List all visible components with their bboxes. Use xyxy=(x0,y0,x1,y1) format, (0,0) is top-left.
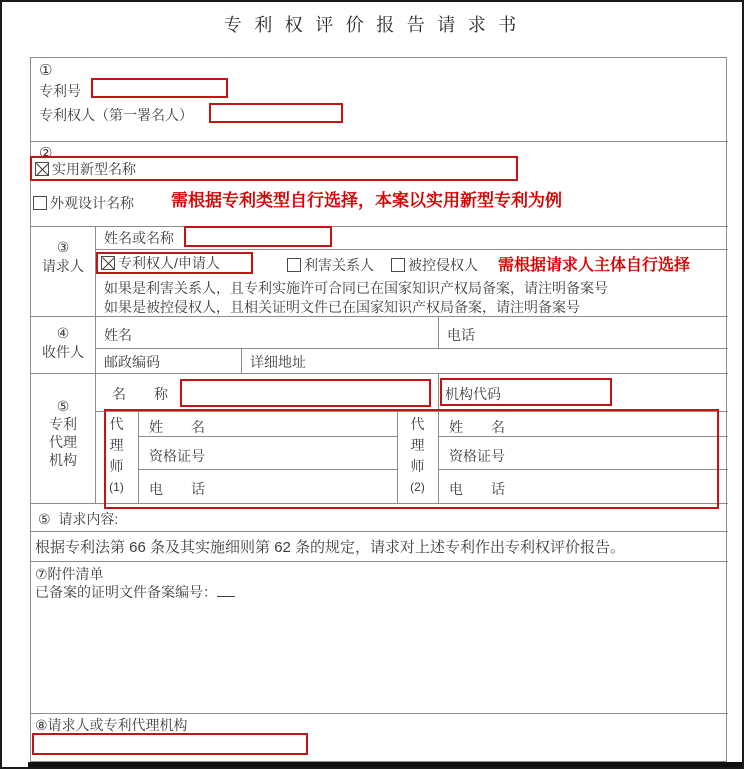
agent2-column-label xyxy=(397,414,438,498)
agency-label-line: 机构 xyxy=(49,452,77,468)
grid-line xyxy=(438,316,439,348)
agency-row-label xyxy=(31,397,95,469)
accused-infringer-option-row[interactable] xyxy=(391,255,478,275)
interested-party-note: 如果是利害关系人，且专利实施许可合同已在国家知识产权局备案，请注明备案号 xyxy=(104,280,608,296)
patentee-label: 专利权人（第一署名人） xyxy=(39,107,193,123)
agent1-cert-label: 资格证号 xyxy=(149,448,205,464)
patent-number-label: 专利号 xyxy=(39,83,81,99)
request-content-label: 请求内容: xyxy=(58,511,119,527)
request-content-body: 根据专利法第 66 条及其实施细则第 62 条的规定，请求对上述专利作出专利权评价报告。 xyxy=(35,539,626,556)
recipient-row-label xyxy=(31,324,95,362)
unchecked-checkbox-icon[interactable] xyxy=(33,196,47,210)
agency-label-line: 专利 xyxy=(49,416,77,432)
agent1-phone-label: 电 话 xyxy=(149,481,205,497)
grid-line xyxy=(31,141,728,142)
patent-type-annotation: 需根据专利类型自行选择，本案以实用新型专利为例 xyxy=(171,191,562,210)
section2-number: ② xyxy=(39,145,53,162)
agency-name-field-highlight[interactable] xyxy=(180,379,431,407)
section1-number: ① xyxy=(39,62,53,79)
checked-checkbox-icon[interactable] xyxy=(101,256,115,270)
page-title: 专 利 权 评 价 报 告 请 求 书 xyxy=(223,15,521,35)
agent2-phone-label: 电 话 xyxy=(449,481,505,497)
grid-line xyxy=(95,348,728,349)
grid-line xyxy=(31,561,728,562)
recipient-phone-label: 电话 xyxy=(447,327,475,343)
agent-label-char: 理 xyxy=(109,437,124,453)
agent-label-char: 师 xyxy=(410,458,425,474)
grid-line xyxy=(31,373,728,374)
checked-checkbox-icon[interactable] xyxy=(35,162,49,176)
patentee-field-highlight[interactable] xyxy=(209,103,343,123)
grid-line xyxy=(31,531,728,532)
accused-infringer-note: 如果是被控侵权人，且相关证明文件已在国家知识产权局备案，请注明备案号 xyxy=(104,299,580,315)
signature-field-highlight[interactable] xyxy=(32,733,308,755)
filing-number-line xyxy=(35,582,235,602)
requester-name-label: 姓名或名称 xyxy=(104,230,174,246)
agency-label-line: 代理 xyxy=(49,434,77,450)
utility-model-option-label: 实用新型名称 xyxy=(52,160,136,177)
filing-number-blank[interactable] xyxy=(217,584,235,597)
agency-code-label: 机构代码 xyxy=(445,386,501,402)
requester-label: 请求人 xyxy=(42,258,84,274)
section3-number: ③ xyxy=(56,239,70,255)
recipient-label: 收件人 xyxy=(42,344,84,360)
agent-label-char: 理 xyxy=(410,437,425,453)
recipient-postcode-label: 邮政编码 xyxy=(104,354,160,370)
grid-line xyxy=(31,713,728,714)
section5-number: ⑤ xyxy=(56,398,70,414)
interested-party-option-row[interactable] xyxy=(287,255,374,275)
unchecked-checkbox-icon[interactable] xyxy=(391,258,405,272)
interested-party-option-label: 利害关系人 xyxy=(304,257,374,273)
accused-infringer-option-label: 被控侵权人 xyxy=(408,257,478,273)
recipient-address-label: 详细地址 xyxy=(250,354,306,370)
grid-line xyxy=(95,249,728,250)
design-option-label: 外观设计名称 xyxy=(50,195,134,211)
agent2-name-label: 姓 名 xyxy=(449,419,505,435)
agency-name-label: 名 称 xyxy=(112,386,168,402)
grid-line xyxy=(241,348,242,373)
agent1-name-label: 姓 名 xyxy=(149,419,205,435)
filing-number-label: 已备案的证明文件备案编号： xyxy=(35,584,217,600)
agent1-index: (1) xyxy=(109,480,124,494)
requester-type-annotation: 需根据请求人主体自行选择 xyxy=(498,257,691,274)
agent-label-char: 代 xyxy=(109,416,124,432)
patentee-applicant-option-highlight[interactable] xyxy=(96,252,253,274)
requester-name-field-highlight[interactable] xyxy=(184,226,332,247)
unchecked-checkbox-icon[interactable] xyxy=(287,258,301,272)
agent-label-char: 代 xyxy=(410,416,425,432)
design-option-row[interactable] xyxy=(33,193,134,213)
patent-number-field-highlight[interactable] xyxy=(91,78,228,98)
form-table xyxy=(30,57,727,762)
page-bottom-edge xyxy=(28,762,742,767)
agent1-column-label xyxy=(95,414,138,498)
agent-label-char: 师 xyxy=(109,458,124,474)
recipient-name-label: 姓名 xyxy=(104,327,132,343)
request-content-heading xyxy=(38,509,118,529)
signature-heading: ⑧请求人或专利代理机构 xyxy=(35,717,188,733)
section6-number: ⑤ xyxy=(38,511,51,527)
section4-number: ④ xyxy=(56,325,70,341)
patentee-applicant-option-label: 专利权人/申请人 xyxy=(118,255,220,271)
grid-line xyxy=(31,226,728,227)
agent2-index: (2) xyxy=(410,480,425,494)
requester-row-label xyxy=(31,238,95,276)
attachments-heading: ⑦附件清单 xyxy=(35,566,104,582)
utility-model-option-highlight[interactable] xyxy=(30,156,518,181)
agent2-cert-label: 资格证号 xyxy=(449,448,505,464)
